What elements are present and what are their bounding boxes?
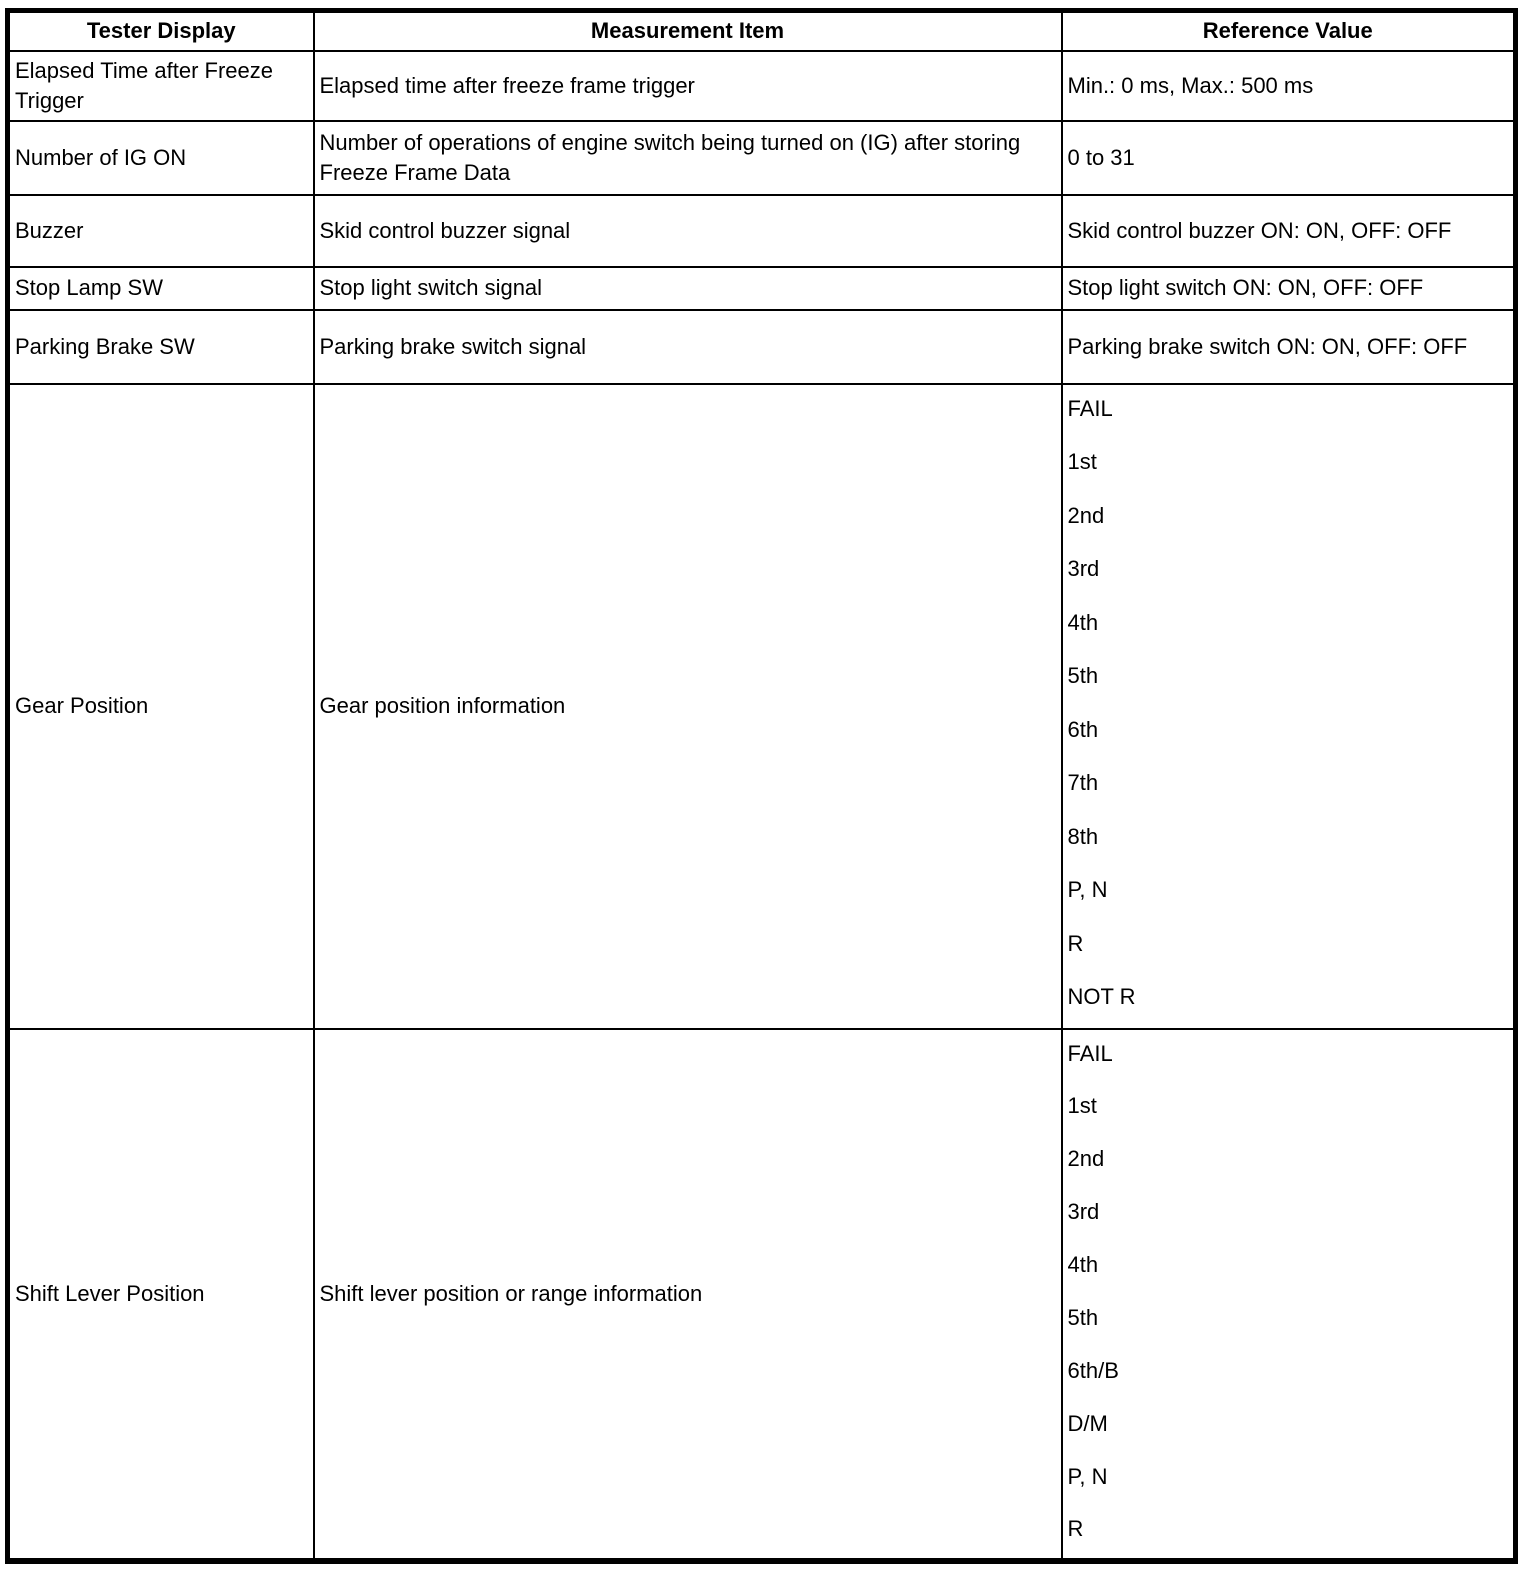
reference-value-list — [1063, 385, 1514, 1026]
reference-value-item: R — [1067, 930, 1084, 956]
cell-measurement-item: Parking brake switch signal — [314, 310, 1062, 384]
reference-value-item: 2nd — [1067, 1146, 1105, 1172]
table-row-buzzer — [8, 195, 1516, 267]
reference-value-item: 5th — [1067, 663, 1099, 689]
column-header-measurement-item: Measurement Item — [314, 11, 1062, 51]
table-row-shift-lever-position — [8, 1029, 1516, 1561]
cell-measurement-item: Skid control buzzer signal — [314, 195, 1062, 267]
table-row-elapsed-time — [8, 51, 1516, 121]
reference-value-item: FAIL — [1067, 395, 1113, 421]
cell-reference-value: 0 to 31 — [1062, 121, 1516, 195]
table-header-row — [8, 11, 1516, 51]
reference-value-item: P, N — [1067, 877, 1108, 903]
cell-measurement-item: Number of operations of engine switch being turned on (IG) after storing Freeze Frame Data — [314, 121, 1062, 195]
reference-value-item: 5th — [1067, 1304, 1099, 1330]
reference-value-item: 3rd — [1067, 556, 1100, 582]
cell-reference-value: Min.: 0 ms, Max.: 500 ms — [1062, 51, 1516, 121]
reference-value-list — [1063, 1030, 1514, 1558]
reference-value-item: 1st — [1067, 449, 1097, 475]
reference-value-item: 1st — [1067, 1093, 1097, 1119]
reference-value-item: 7th — [1067, 770, 1099, 796]
reference-value-item: 4th — [1067, 1252, 1099, 1277]
cell-tester-display: Number of IG ON — [8, 121, 314, 195]
reference-value-item: 6th/B — [1067, 1357, 1119, 1383]
table-row-parking-brake-sw — [8, 310, 1516, 384]
reference-value-item: R — [1067, 1516, 1084, 1542]
cell-reference-value: Stop light switch ON: ON, OFF: OFF — [1062, 267, 1516, 310]
column-header-tester-display: Tester Display — [8, 11, 314, 51]
reference-value-item: 3rd — [1067, 1199, 1100, 1225]
cell-measurement-item: Elapsed time after freeze frame trigger — [314, 51, 1062, 121]
cell-reference-value-list — [1062, 1029, 1516, 1561]
cell-reference-value: Skid control buzzer ON: ON, OFF: OFF — [1062, 195, 1516, 267]
reference-value-item: 6th — [1067, 716, 1099, 742]
cell-tester-display: Stop Lamp SW — [8, 267, 314, 310]
reference-value-item: D/M — [1067, 1410, 1108, 1436]
cell-reference-value: Parking brake switch ON: ON, OFF: OFF — [1062, 310, 1516, 384]
reference-value-item: 4th — [1067, 609, 1099, 635]
cell-measurement-item: Stop light switch signal — [314, 267, 1062, 310]
table-row-stop-lamp-sw — [8, 267, 1516, 310]
table-row-number-of-ig-on — [8, 121, 1516, 195]
reference-value-item: NOT R — [1067, 984, 1136, 1010]
reference-value-table — [5, 8, 1518, 1564]
document-page — [0, 8, 1520, 1580]
cell-tester-display: Gear Position — [8, 384, 314, 1029]
reference-value-item: 2nd — [1067, 502, 1105, 528]
cell-reference-value-list — [1062, 384, 1516, 1029]
cell-tester-display: Buzzer — [8, 195, 314, 267]
column-header-reference-value: Reference Value — [1062, 11, 1516, 51]
cell-tester-display: Parking Brake SW — [8, 310, 314, 384]
reference-value-item: FAIL — [1067, 1040, 1113, 1066]
cell-measurement-item: Shift lever position or range information — [314, 1029, 1062, 1561]
reference-value-item: 8th — [1067, 823, 1099, 849]
cell-measurement-item: Gear position information — [314, 384, 1062, 1029]
cell-tester-display: Shift Lever Position — [8, 1029, 314, 1561]
reference-value-item: P, N — [1067, 1463, 1108, 1489]
cell-tester-display: Elapsed Time after Freeze Trigger — [8, 51, 314, 121]
table-row-gear-position — [8, 384, 1516, 1029]
